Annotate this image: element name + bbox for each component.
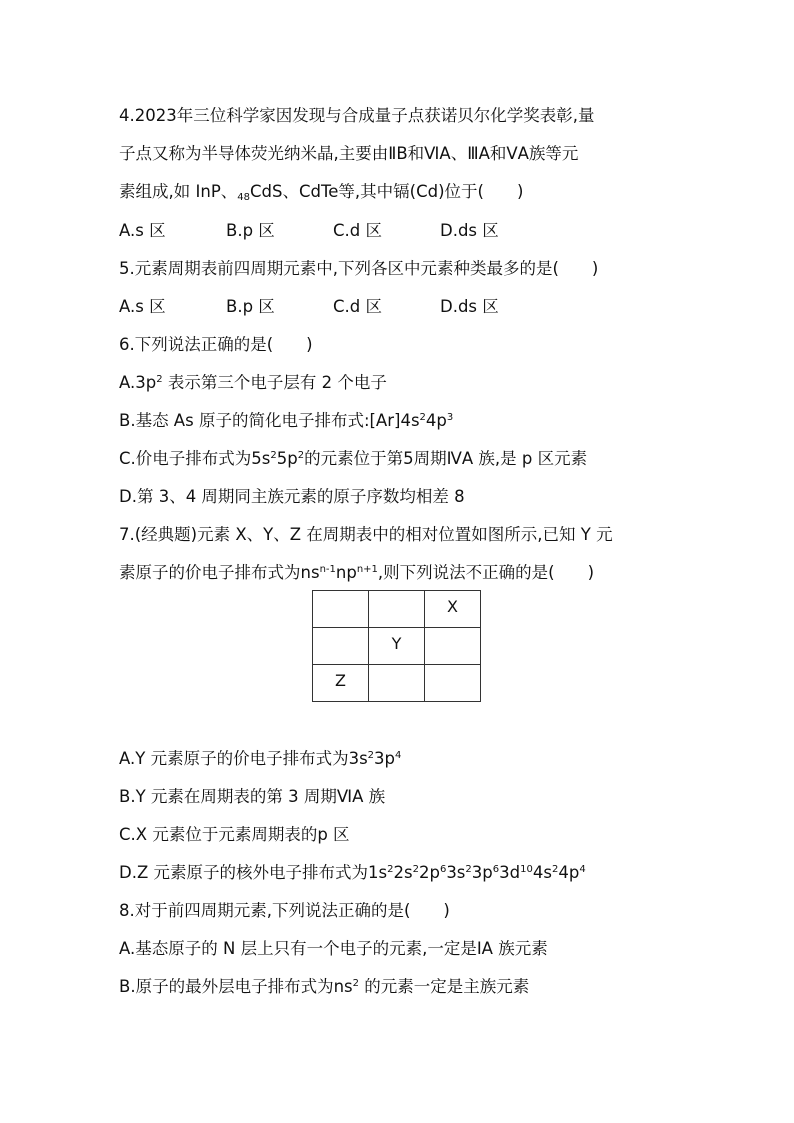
- q7-text: 2p: [418, 863, 440, 882]
- periodic-position-table: [312, 590, 481, 702]
- q6-text: B.基态 As 原子的简化电子排布式:[Ar]4s: [119, 411, 420, 430]
- q7-superscript: n+1: [356, 564, 378, 575]
- cell-text: X: [447, 596, 458, 616]
- table-cell-z: [313, 665, 369, 702]
- q6-superscript: 2: [297, 450, 305, 461]
- q8-text: 的元素一定是主族元素: [359, 977, 530, 996]
- q8-option-b: [119, 976, 529, 998]
- q7-text: 3s: [446, 863, 466, 882]
- q7-superscript: 6: [439, 864, 447, 875]
- q4-option-d: D.ds 区: [440, 221, 499, 240]
- table-row: [313, 665, 481, 702]
- q5-option-b: B.p 区: [226, 297, 275, 316]
- q6-text: C.价电子排布式为5s: [119, 449, 271, 468]
- q7-option-d: [119, 862, 586, 884]
- q7-text: 2s: [393, 863, 413, 882]
- q6-text: 5p: [276, 449, 298, 468]
- q6-text: A.3p: [119, 373, 157, 392]
- cell-text: Y: [391, 633, 402, 653]
- q7-superscript: 4: [579, 864, 586, 875]
- q4-option-a: A.s 区: [119, 221, 166, 240]
- q6-text: 4p: [425, 411, 447, 430]
- q7-stem-line-1: 7.(经典题)元素 X、Y、Z 在周期表中的相对位置如图所示,已知 Y 元: [119, 525, 613, 544]
- q6-superscript: 3: [446, 412, 454, 423]
- q5-stem: 5.元素周期表前四周期元素中,下列各区中元素种类最多的是( ): [119, 259, 599, 278]
- table-cell-y: [369, 628, 425, 665]
- q5-option-c: C.d 区: [333, 297, 382, 316]
- q6-superscript: 2: [419, 412, 426, 423]
- table-cell: [425, 665, 481, 702]
- q5-option-d: D.ds 区: [440, 297, 499, 316]
- q7-text: ,则下列说法不正确的是( ): [377, 563, 595, 582]
- q4-stem-line-3: [119, 181, 523, 203]
- cd-mass-number: 48: [237, 192, 250, 203]
- table-cell: [313, 591, 369, 628]
- q6-option-d: D.第 3、4 周期同主族元素的原子序数均相差 8: [119, 487, 465, 506]
- table-cell: [369, 665, 425, 702]
- q7-option-b: B.Y 元素在周期表的第 3 周期ⅥA 族: [119, 787, 386, 806]
- q7-superscript: 2: [551, 864, 559, 875]
- q4-text: 素组成,如 InP、: [119, 182, 238, 201]
- table-cell: [369, 591, 425, 628]
- q7-superscript: 2: [367, 750, 375, 761]
- table-row: [313, 591, 481, 628]
- q7-superscript: 2: [465, 864, 472, 875]
- q7-text: 3d: [499, 863, 521, 882]
- q7-text: 4p: [558, 863, 580, 882]
- q7-text: 3p: [374, 749, 396, 768]
- q4-option-b: B.p 区: [226, 221, 275, 240]
- q7-superscript: 2: [412, 864, 419, 875]
- q7-option-a: [119, 748, 401, 770]
- q7-superscript: n-1: [319, 564, 336, 575]
- q6-text: 表示第三个电子层有 2 个电子: [162, 373, 387, 392]
- q6-option-b: [119, 410, 453, 432]
- q8-option-a: A.基态原子的 N 层上只有一个电子的元素,一定是ⅠA 族元素: [119, 939, 548, 958]
- q4-option-c: C.d 区: [333, 221, 382, 240]
- q7-text: np: [335, 563, 357, 582]
- q7-text: 3p: [471, 863, 493, 882]
- table-cell-x: [425, 591, 481, 628]
- table-row: [313, 628, 481, 665]
- q8-superscript: 2: [352, 978, 359, 989]
- table-cell: [425, 628, 481, 665]
- q6-superscript: 2: [156, 374, 163, 385]
- q8-text: B.原子的最外层电子排布式为ns: [119, 977, 353, 996]
- q4-stem-line-1: 4.2023年三位科学家因发现与合成量子点获诺贝尔化学奖表彰,量: [119, 106, 595, 125]
- q7-superscript: 10: [520, 864, 533, 875]
- q7-superscript: 2: [387, 864, 394, 875]
- q6-option-c: [119, 448, 587, 470]
- q7-text: 4s: [532, 863, 552, 882]
- q7-superscript: 6: [492, 864, 500, 875]
- q7-stem-line-2: [119, 562, 594, 584]
- q4-stem-line-2: 子点又称为半导体荧光纳米晶,主要由ⅡB和ⅥA、ⅢA和ⅤA族等元: [119, 144, 579, 163]
- q6-text: 的元素位于第5周期ⅣA 族,是 p 区元素: [304, 449, 588, 468]
- q6-stem: 6.下列说法正确的是( ): [119, 335, 313, 354]
- q7-text: D.Z 元素原子的核外电子排布式为1s: [119, 863, 388, 882]
- q7-option-c: C.X 元素位于元素周期表的p 区: [119, 825, 350, 844]
- q6-superscript: 2: [270, 450, 277, 461]
- q5-option-a: A.s 区: [119, 297, 166, 316]
- q7-superscript: 4: [395, 750, 402, 761]
- q8-stem: 8.对于前四周期元素,下列说法正确的是( ): [119, 901, 450, 920]
- q6-option-a: [119, 372, 387, 394]
- cell-text: Z: [335, 670, 346, 690]
- q4-text: CdS、CdTe等,其中镉(Cd)位于( ): [250, 182, 524, 201]
- q7-text: 素原子的价电子排布式为ns: [119, 563, 320, 582]
- table-cell: [313, 628, 369, 665]
- q7-text: A.Y 元素原子的价电子排布式为3s: [119, 749, 368, 768]
